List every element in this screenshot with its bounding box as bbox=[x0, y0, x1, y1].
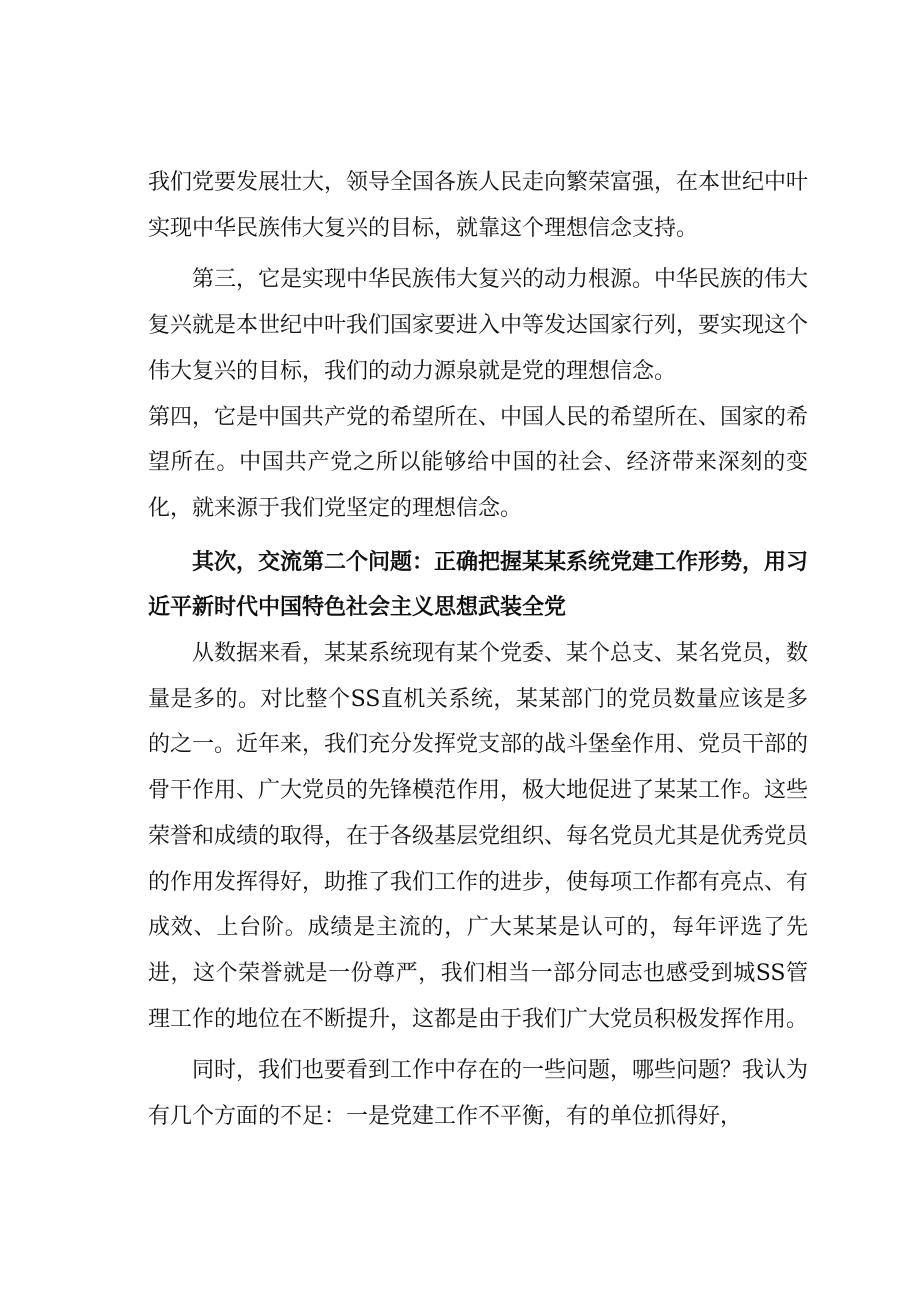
paragraph-1: 我们党要发展壮大，领导全国各族人民走向繁荣富强，在本世纪中叶实现中华民族伟大复兴的目标，就靠这个理想信念支持。 bbox=[148, 170, 809, 241]
section-heading: 其次，交流第二个问题：正确把握某某系统党建工作形势，用习近平新时代中国特色社会主义思想武装全党 bbox=[148, 548, 809, 621]
paragraph-3: 第四，它是中国共产党的希望所在、中国人民的希望所在、国家的希望所在。中国共产党之所以能够给中国的社会、经济带来深刻的变化，就来源于我们党坚定的理想信念。 bbox=[148, 404, 809, 521]
paragraph-5: 同时，我们也要看到工作中存在的一些问题，哪些问题？我认为有几个方面的不足：一是党建工作不平衡，有的单位抓得好， bbox=[148, 1058, 809, 1130]
document-body bbox=[148, 160, 808, 1140]
paragraph-2: 第三，它是实现中华民族伟大复兴的动力根源。中华民族的伟大复兴就是本世纪中叶我们国家要进入中等发达国家行列，要实现这个伟大复兴的目标，我们的动力源泉就是党的理想信念。 bbox=[148, 267, 809, 384]
paragraph-4: 从数据来看，某某系统现有某个党委、某个总支、某名党员，数量是多的。对比整个SS直机关系统，某某部门的党员数量应该是多的之一。近年来，我们充分发挥党支部的战斗堡垒作用、党员干部的骨干作用、广大党员的先锋模范作用，极大地促进了某某工作。这些荣誉和成绩的取得，在于各级基层党组织、每名党员尤其是优秀党员的作用发挥得好，助推了我们工作的进步，使每项工作都有亮点、有成效、上台阶。成绩是主流的，广大某某是认可的，每年评选了先进，这个荣誉就是一份尊严，我们相当一部分同志也感受到城SS管理工作的地位在不断提升，这都是由于我们广大党员积极发挥作用。 bbox=[148, 641, 809, 1032]
